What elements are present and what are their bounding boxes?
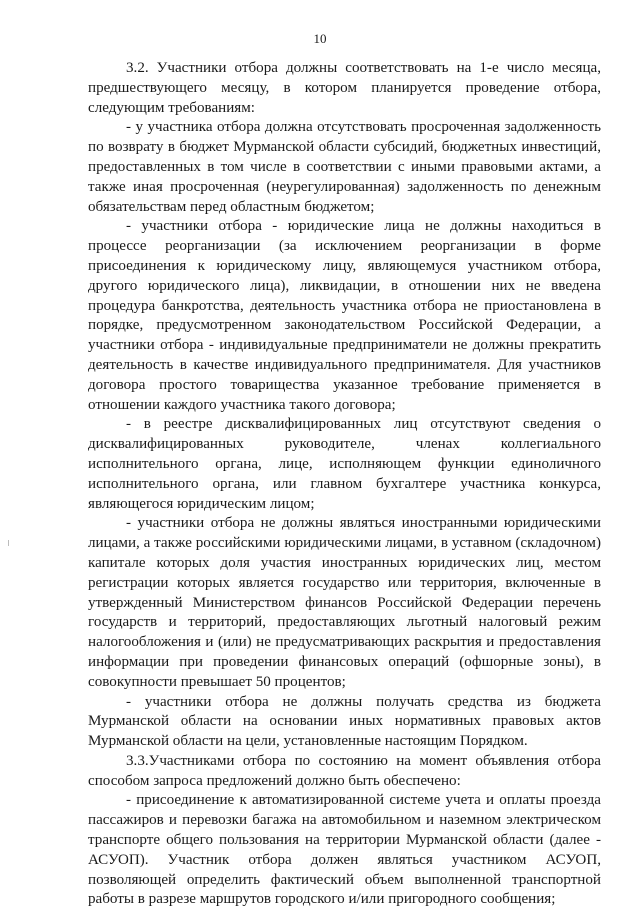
- requirement-no-reorganization: - участники отбора - юридические лица не должны находиться в процессе реорганизации (за исключением реорганизации в форме присоединения к юридическому лицу, являющемуся участником отбора, другого юридического лица), ликвидации, в отношении них не введена процедура банкротства, деятельность участника отбора не приостановлена в порядке, предусмотренном законодательством Российской Федерации, а участники отбора - индивидуальные предприниматели не должны прекратить деятельность в качестве индивидуального предпринимателя. Для участников договора простого товарищества указанное требование применяется в отношении каждого участника такого договора;: [88, 218, 601, 413]
- clause-3-3-intro: 3.3.Участниками отбора по состоянию на момент объявления отбора способом запроса предложений должно быть обеспечено:: [88, 752, 601, 789]
- requirement-no-disqualified-persons: - в реестре дисквалифицированных лиц отсутствуют сведения о дисквалифицированных руководителе, членах коллегиального исполнительного органа, лице, исполняющем функции единоличного исполнительного органа, или главном бухгалтере участника конкурса, являющегося юридическим лицом;: [88, 416, 601, 512]
- requirement-asuop-connection: - присоединение к автоматизированной системе учета и оплаты проезда пассажиров и перевозки багажа на автомобильном и наземном электрическом транспорте общего пользования на территории Мурманской области (далее - АСУОП). Участник отбора должен являться участником АСУОП, позволяющей определить фактический объем выполненной транспортной работы в разрезе маршрутов городского и/или пригородного сообщения;: [88, 792, 601, 908]
- page-number: 10: [313, 31, 327, 46]
- margin-mark: [8, 540, 9, 546]
- document-body: [88, 59, 601, 910]
- clause-3-2-intro: 3.2. Участники отбора должны соответствовать на 1-е число месяца, предшествующего месяцу, в котором планируется проведение отбора, следующим требованиям:: [88, 60, 601, 116]
- requirement-no-other-budget-funds: - участники отбора не должны получать средства из бюджета Мурманской области на основании иных нормативных правовых актов Мурманской области на цели, установленные настоящим Порядком.: [88, 693, 601, 750]
- requirement-not-foreign-entity: - участники отбора не должны являться иностранными юридическими лицами, а также российскими юридическими лицами, в уставном (складочном) капитале которых доля участия иностранных юридических лиц, местом регистрации которых является государство или территория, включенные в утвержденный Министерством финансов Российской Федерации перечень государств и территорий, предоставляющих льготный налоговый режим налогообложения и (или) не предусматривающих раскрытия и предоставления информации при проведении финансовых операций (офшорные зоны), в совокупности превышает 50 процентов;: [88, 515, 601, 690]
- requirement-no-overdue-debt: - у участника отбора должна отсутствовать просроченная задолженность по возврату в бюджет Мурманской области субсидий, бюджетных инвестиций, предоставленных в том числе в соответствии с иными правовыми актами, а также иная просроченная (неурегулированная) задолженность по денежным обязательствам перед областным бюджетом;: [88, 119, 601, 215]
